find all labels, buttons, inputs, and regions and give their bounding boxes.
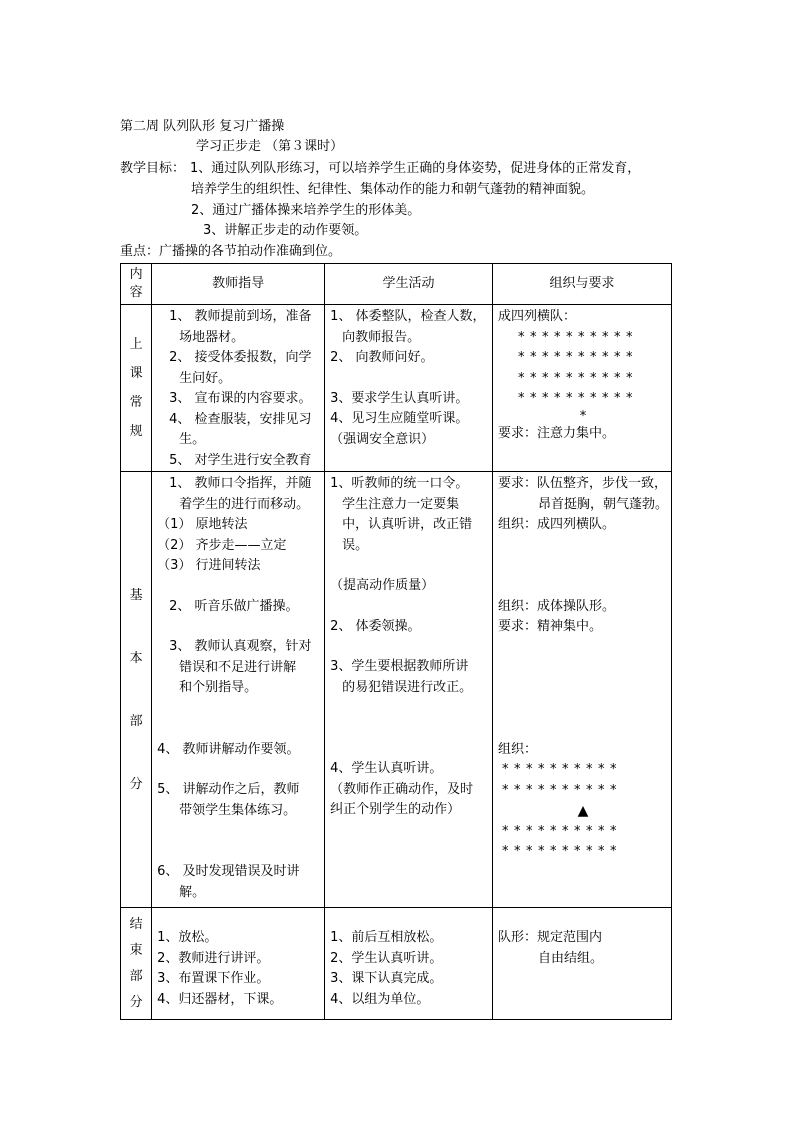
lesson-plan-table <box>120 263 672 1020</box>
goal-1-cont: 培养学生的组织性、纪律性、集体动作的能力和朝气蓬勃的精神面貌。 <box>191 182 595 197</box>
ending-teacher: 1、放松。 2、教师进行讲评。 3、布置课下作业。 4、归还器材，下课。 <box>152 908 325 1020</box>
goal-1: 1、通过队列队形练习，可以培养学生正确的身体姿势，促进身体的正常发育， <box>190 161 641 176</box>
ending-student: 1、前后互相放松。 2、学生认真听讲。 3、课下认真完成。 4、以组为单位。 <box>325 908 493 1020</box>
goal-3: 3、讲解正步走的动作要领。 <box>203 223 368 238</box>
formation-row: ********** <box>518 391 638 406</box>
section-ending <box>121 908 672 1020</box>
formation-row: ********** <box>502 844 622 859</box>
section-basic <box>121 472 672 908</box>
formation-row: ********** <box>518 350 638 365</box>
goals-label: 教学目标： <box>120 161 186 176</box>
ending-org: 队形：规定范围内 自由结组。 <box>493 908 672 1020</box>
goal-2: 2、通过广播体操来培养学生的形体美。 <box>191 203 421 218</box>
formation-row: ********** <box>502 762 622 777</box>
routine-teacher: 1、 教师提前到场，准备 场地器材。 2、 接受体委报数，向学 生问好。 3、 宣布课的内容要求。 4、 检查服装，安排见习 生。 5、 对学生进行安全教育 <box>152 305 325 472</box>
formation-row: ********** <box>502 823 622 839</box>
header-teacher: 教师指导 <box>152 264 325 305</box>
routine-org: 成四列横队： ********** ********** ********** ********** * 要求：注意力集中。 <box>493 305 672 472</box>
section-routine-name: 上 课 常 规 <box>121 305 152 472</box>
header-content: 内 容 <box>121 264 152 305</box>
formation-row: ********** <box>502 782 622 798</box>
header-student: 学生活动 <box>325 264 493 305</box>
section-ending-name: 结 束 部 分 <box>121 908 152 1020</box>
basic-teacher: 1、 教师口令指挥，并随 着学生的进行而移动。 （1） 原地转法 （2） 齐步走——立定 （3） 行进间转法 2、 听音乐做广播操。 3、 教师认真观察，针对 错误和不足进行讲解 和个别指导。 4、 教师讲解动作要领。 5、 讲解动作之后，教师 带领学生集体练习。 6、 及时发现错误及时讲 解。 <box>152 472 325 908</box>
teacher-triangle-icon: ▲ <box>577 803 589 819</box>
week-title: 第二周 队列队形 复习广播操 <box>120 119 285 134</box>
key-point: 重点：广播操的各节拍动作准确到位。 <box>120 244 342 259</box>
basic-org: 要求：队伍整齐，步伐一致， 昂首挺胸，朝气蓬勃。 组织：成四列横队。 组织：成体操队形。 要求：精神集中。 组织： ********** ********** ▲ ********** ********** <box>493 472 672 908</box>
section-routine <box>121 305 672 472</box>
teacher-position: * <box>579 408 587 424</box>
routine-student: 1、 体委整队，检查人数， 向教师报告。 2、 向教师问好。 3、要求学生认真听讲。 4、见习生应随堂听课。 （强调安全意识） <box>325 305 493 472</box>
section-basic-name: 基 本 部 分 <box>121 472 152 908</box>
basic-student: 1、听教师的统一口令。 学生注意力一定要集 中，认真听讲，改正错 误。 （提高动作质量） 2、 体委领操。 3、学生要根据教师所讲 的易犯错误进行改正。 4、学生认真听讲。 （教师作正确动作，及时 纠正个别学生的动作） <box>325 472 493 908</box>
table-header-row <box>121 264 672 305</box>
formation-row: ********** <box>518 329 638 345</box>
lesson-subtitle: 学习正步走 （第３课时） <box>196 139 344 154</box>
formation-row: ********** <box>518 370 638 386</box>
header-org: 组织与要求 <box>493 264 672 305</box>
